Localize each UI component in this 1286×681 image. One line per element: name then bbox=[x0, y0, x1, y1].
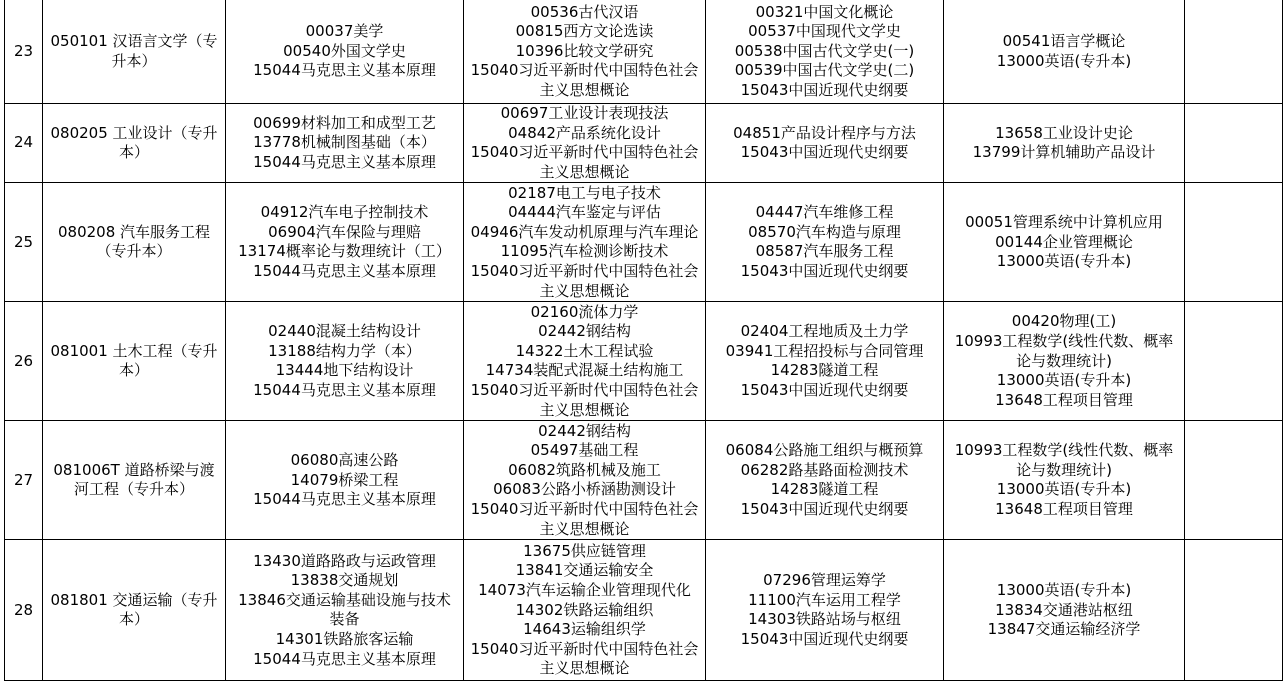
course-cell-col1 bbox=[226, 183, 464, 302]
empty-cell bbox=[1185, 183, 1283, 302]
empty-cell bbox=[1185, 0, 1283, 104]
course-cell-col1 bbox=[226, 104, 464, 183]
course-line: 02440混凝土结构设计 bbox=[268, 322, 421, 341]
course-line: 装备 bbox=[329, 610, 360, 629]
course-line: 15040习近平新时代中国特色社会 bbox=[470, 61, 699, 80]
course-line: 15044马克思主义基本原理 bbox=[253, 490, 436, 509]
course-cell-col2 bbox=[464, 104, 706, 183]
course-cell-col2 bbox=[464, 183, 706, 302]
course-line: 13778机械制图基础（本） bbox=[253, 133, 436, 152]
course-line: 13648工程项目管理 bbox=[995, 499, 1133, 518]
row-number-cell: 26 bbox=[5, 302, 43, 421]
course-cell-col3 bbox=[706, 0, 944, 104]
course-line: 13648工程项目管理 bbox=[995, 390, 1133, 409]
course-cell-col1 bbox=[226, 302, 464, 421]
course-cell-col3 bbox=[706, 421, 944, 540]
course-cell-col4 bbox=[944, 0, 1185, 104]
course-line: 14303铁路站场与枢纽 bbox=[748, 610, 901, 629]
course-line: 13834交通港站枢纽 bbox=[995, 600, 1133, 619]
course-line: 06080高速公路 bbox=[290, 450, 399, 469]
course-line: 13675供应链管理 bbox=[523, 541, 646, 560]
course-line: 14283隧道工程 bbox=[770, 361, 879, 380]
course-line: 04851产品设计程序与方法 bbox=[733, 123, 916, 142]
course-line: 主义思想概论 bbox=[539, 281, 630, 300]
course-line: 15040习近平新时代中国特色社会 bbox=[470, 499, 699, 518]
course-cell-col3 bbox=[706, 104, 944, 183]
course-line: 15044马克思主义基本原理 bbox=[253, 261, 436, 280]
course-line: 00541语言学概论 bbox=[1002, 31, 1126, 50]
course-line: 15044马克思主义基本原理 bbox=[253, 649, 436, 668]
course-line: 13838交通规划 bbox=[290, 571, 399, 590]
course-line: 13847交通运输经济学 bbox=[987, 620, 1141, 639]
course-line: 15044马克思主义基本原理 bbox=[253, 61, 436, 80]
course-line: 00538中国古代文学史(一) bbox=[734, 41, 915, 60]
course-line: 02442钢结构 bbox=[538, 322, 631, 341]
course-cell-col4 bbox=[944, 104, 1185, 183]
course-line: 15040习近平新时代中国特色社会 bbox=[470, 380, 699, 399]
course-line: 15044马克思主义基本原理 bbox=[253, 152, 436, 171]
course-line: 00051管理系统中计算机应用 bbox=[965, 212, 1163, 231]
empty-cell bbox=[1185, 104, 1283, 183]
course-line: 13000英语(专升本) bbox=[996, 51, 1132, 70]
course-line: 06084公路施工组织与概预算 bbox=[725, 441, 924, 460]
course-line: 08570汽车构造与原理 bbox=[748, 222, 901, 241]
course-cell-col2 bbox=[464, 540, 706, 681]
course-line: 15043中国近现代史纲要 bbox=[740, 143, 909, 162]
course-line: 04444汽车鉴定与评估 bbox=[508, 203, 661, 222]
course-cell-col3 bbox=[706, 540, 944, 681]
table-row bbox=[5, 104, 1283, 183]
course-line: 10396比较文学研究 bbox=[515, 41, 654, 60]
course-cell-col3 bbox=[706, 302, 944, 421]
course-line: 00420物理(工) bbox=[1011, 312, 1117, 331]
course-cell-col1 bbox=[226, 0, 464, 104]
table-row bbox=[5, 540, 1283, 681]
course-line: 00037美学 bbox=[305, 22, 384, 41]
course-line: 11100汽车运用工程学 bbox=[748, 590, 901, 609]
empty-cell bbox=[1185, 302, 1283, 421]
course-line: 主义思想概论 bbox=[539, 80, 630, 99]
course-line: 论与数理统计) bbox=[1016, 351, 1112, 370]
course-line: 13188结构力学（本） bbox=[268, 341, 421, 360]
course-line: 00321中国文化概论 bbox=[755, 2, 894, 21]
course-line: 04946汽车发动机原理与汽车理论 bbox=[470, 222, 699, 241]
course-line: 14079桥梁工程 bbox=[290, 470, 399, 489]
course-line: 14734装配式混凝土结构施工 bbox=[485, 361, 684, 380]
course-line: 13000英语(专升本) bbox=[996, 371, 1132, 390]
table-row bbox=[5, 0, 1283, 104]
course-line: 15040习近平新时代中国特色社会 bbox=[470, 639, 699, 658]
course-line: 14283隧道工程 bbox=[770, 480, 879, 499]
course-line: 00537中国现代文学史 bbox=[748, 22, 901, 41]
course-line: 13174概率论与数理统计（工） bbox=[238, 242, 451, 261]
course-line: 11095汽车检测诊断技术 bbox=[500, 242, 669, 261]
major-cell: 080208 汽车服务工程（专升本） bbox=[43, 183, 226, 302]
course-line: 00815西方文论选读 bbox=[515, 22, 654, 41]
course-line: 15043中国近现代史纲要 bbox=[740, 80, 909, 99]
course-line: 15040习近平新时代中国特色社会 bbox=[470, 143, 699, 162]
course-line: 14302铁路运输组织 bbox=[515, 600, 654, 619]
course-line: 10993工程数学(线性代数、概率 bbox=[954, 441, 1174, 460]
course-line: 02404工程地质及土力学 bbox=[740, 322, 909, 341]
course-line: 15043中国近现代史纲要 bbox=[740, 261, 909, 280]
course-line: 15044马克思主义基本原理 bbox=[253, 380, 436, 399]
course-line: 13841交通运输安全 bbox=[515, 561, 654, 580]
course-line: 13444地下结构设计 bbox=[275, 361, 414, 380]
row-number-cell: 27 bbox=[5, 421, 43, 540]
course-line: 13846交通运输基础设施与技术 bbox=[238, 590, 451, 609]
course-line: 13000英语(专升本) bbox=[996, 480, 1132, 499]
course-line: 14643运输组织学 bbox=[523, 620, 646, 639]
course-cell-col1 bbox=[226, 540, 464, 681]
course-line: 02187电工与电子技术 bbox=[508, 183, 661, 202]
course-line: 论与数理统计) bbox=[1016, 460, 1112, 479]
table-row bbox=[5, 302, 1283, 421]
course-line: 15040习近平新时代中国特色社会 bbox=[470, 261, 699, 280]
course-line: 主义思想概论 bbox=[539, 400, 630, 419]
course-line: 00697工业设计表现技法 bbox=[500, 104, 669, 122]
course-line: 00699材料加工和成型工艺 bbox=[253, 113, 436, 132]
major-cell: 050101 汉语言文学（专升本） bbox=[43, 0, 226, 104]
course-line: 06904汽车保险与理赔 bbox=[268, 222, 421, 241]
course-line: 00540外国文学史 bbox=[283, 41, 406, 60]
course-line: 04447汽车维修工程 bbox=[755, 203, 894, 222]
course-line: 13658工业设计史论 bbox=[995, 123, 1133, 142]
major-cell: 081801 交通运输（专升本） bbox=[43, 540, 226, 681]
major-cell: 081001 土木工程（专升本） bbox=[43, 302, 226, 421]
course-line: 06282路基路面检测技术 bbox=[740, 460, 909, 479]
course-line: 03941工程招投标与合同管理 bbox=[725, 341, 924, 360]
course-line: 14073汽车运输企业管理现代化 bbox=[478, 580, 691, 599]
table-body bbox=[5, 0, 1283, 681]
course-cell-col1 bbox=[226, 421, 464, 540]
exam-schedule-table bbox=[4, 0, 1283, 681]
course-line: 04912汽车电子控制技术 bbox=[260, 203, 429, 222]
course-cell-col2 bbox=[464, 421, 706, 540]
course-line: 15043中国近现代史纲要 bbox=[740, 380, 909, 399]
row-number-cell: 28 bbox=[5, 540, 43, 681]
course-line: 07296管理运筹学 bbox=[763, 571, 886, 590]
course-line: 00539中国古代文学史(二) bbox=[734, 61, 915, 80]
course-line: 14301铁路旅客运输 bbox=[275, 629, 414, 648]
course-cell-col2 bbox=[464, 302, 706, 421]
course-line: 05497基础工程 bbox=[530, 441, 639, 460]
empty-cell bbox=[1185, 421, 1283, 540]
course-line: 08587汽车服务工程 bbox=[755, 242, 894, 261]
table-row bbox=[5, 183, 1283, 302]
course-line: 主义思想概论 bbox=[539, 659, 630, 678]
row-number-cell: 25 bbox=[5, 183, 43, 302]
course-line: 13000英语(专升本) bbox=[996, 580, 1132, 599]
course-line: 00144企业管理概论 bbox=[995, 232, 1133, 251]
course-line: 15043中国近现代史纲要 bbox=[740, 629, 909, 648]
course-cell-col4 bbox=[944, 540, 1185, 681]
major-cell: 080205 工业设计（专升本） bbox=[43, 104, 226, 183]
course-line: 04842产品系统化设计 bbox=[508, 123, 661, 142]
course-line: 14322土木工程试验 bbox=[515, 341, 654, 360]
row-number-cell: 23 bbox=[5, 0, 43, 104]
course-line: 00536古代汉语 bbox=[530, 2, 639, 21]
course-line: 15043中国近现代史纲要 bbox=[740, 499, 909, 518]
row-number-cell: 24 bbox=[5, 104, 43, 183]
course-line: 02442钢结构 bbox=[538, 421, 631, 440]
course-cell-col3 bbox=[706, 183, 944, 302]
course-line: 02160流体力学 bbox=[530, 302, 639, 321]
course-line: 13000英语(专升本) bbox=[996, 252, 1132, 271]
course-line: 13799计算机辅助产品设计 bbox=[972, 143, 1156, 162]
course-line: 06083公路小桥涵勘测设计 bbox=[493, 480, 676, 499]
table-row bbox=[5, 421, 1283, 540]
course-line: 主义思想概论 bbox=[539, 162, 630, 181]
course-cell-col2 bbox=[464, 0, 706, 104]
major-cell: 081006T 道路桥梁与渡河工程（专升本） bbox=[43, 421, 226, 540]
course-cell-col4 bbox=[944, 183, 1185, 302]
course-cell-col4 bbox=[944, 302, 1185, 421]
empty-cell bbox=[1185, 540, 1283, 681]
course-line: 13430道路路政与运政管理 bbox=[253, 551, 436, 570]
course-cell-col4 bbox=[944, 421, 1185, 540]
course-line: 10993工程数学(线性代数、概率 bbox=[954, 331, 1174, 350]
course-line: 主义思想概论 bbox=[539, 519, 630, 538]
course-line: 06082筑路机械及施工 bbox=[508, 460, 661, 479]
